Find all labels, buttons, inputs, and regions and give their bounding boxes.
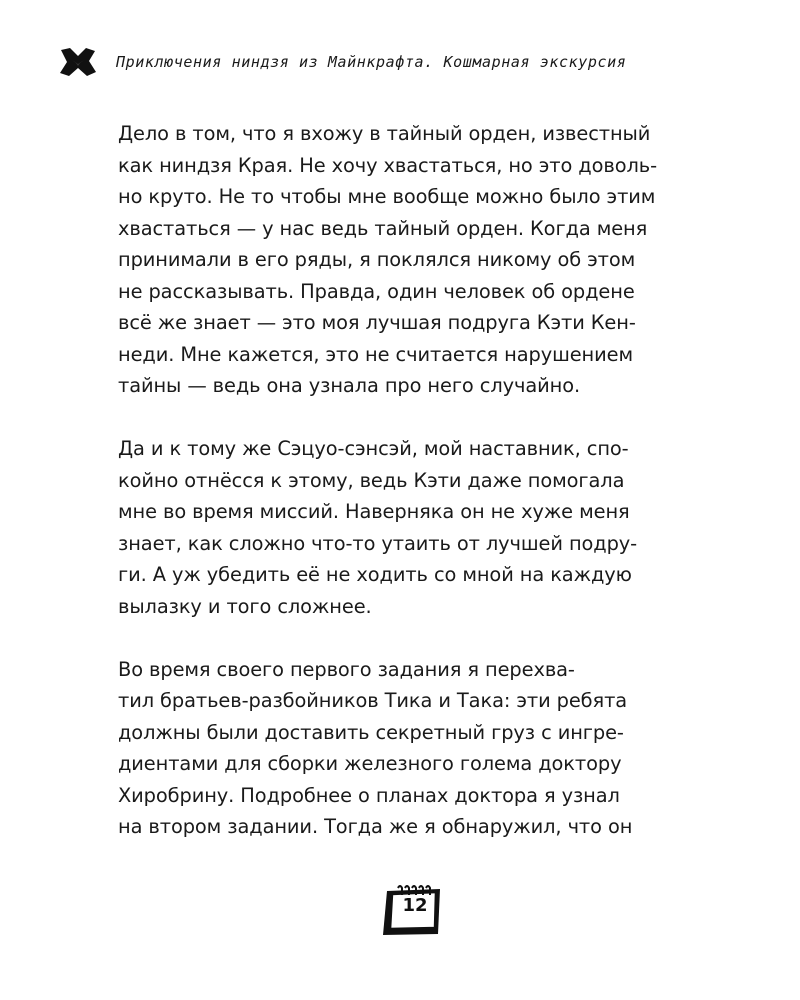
text-line: Хиробрину. Подробнее о планах доктора я узнал <box>118 783 620 807</box>
text-line: диентами для сборки железного голема доктору <box>118 752 622 775</box>
running-header <box>58 44 626 80</box>
text-line: Дело в том, что я вхожу в тайный орден, известный <box>118 122 651 145</box>
paragraph-3 <box>118 654 718 843</box>
ender-ninja-shuriken-icon <box>58 46 98 78</box>
paragraph-1 <box>118 118 718 402</box>
text-line: хвастаться — у нас ведь тайный орден. Когда меня <box>118 216 648 240</box>
text-line: на втором задании. Тогда же я обнаружил, что он <box>118 815 633 838</box>
text-line: принимали в его ряды, я поклялся никому об этом <box>118 248 636 271</box>
text-line: тайны — ведь она узнала про него случайно. <box>118 374 581 397</box>
text-line: как ниндзя Края. Не хочу хвастаться, но это доволь- <box>118 153 657 177</box>
text-line: не рассказывать. Правда, один человек об ордене <box>118 279 635 303</box>
page-number-badge <box>378 882 448 938</box>
text-line: Во время своего первого задания я перехва- <box>118 657 575 681</box>
page-body <box>118 118 718 874</box>
text-line: койно отнёсся к этому, ведь Кэти даже помогала <box>118 468 625 492</box>
text-line: тил братьев-разбойников Тика и Така: эти ребята <box>118 689 628 712</box>
text-line: Да и к тому же Сэцуо-сэнсэй, мой наставник, спо- <box>118 437 629 460</box>
text-line: всё же знает — это моя лучшая подруга Кэти Кен- <box>118 311 636 334</box>
text-line: мне во время миссий. Наверняка он не хуже меня <box>118 500 630 523</box>
text-line: вылазку и того сложнее. <box>118 594 372 618</box>
page-number: 12 <box>402 895 428 916</box>
book-title: Приключения ниндзя из Майнкрафта. Кошмарная экскурсия <box>116 53 627 71</box>
text-line: должны были доставить секретный груз с ингре- <box>118 720 624 744</box>
text-line: но круто. Не то чтобы мне вообще можно было этим <box>118 185 656 208</box>
paragraph-2 <box>118 433 718 622</box>
text-line: знает, как сложно что-то утаить от лучшей подру- <box>118 531 638 555</box>
text-line: ги. А уж убедить её не ходить со мной на каждую <box>118 563 632 586</box>
text-line: неди. Мне кажется, это не считается нарушением <box>118 342 633 366</box>
